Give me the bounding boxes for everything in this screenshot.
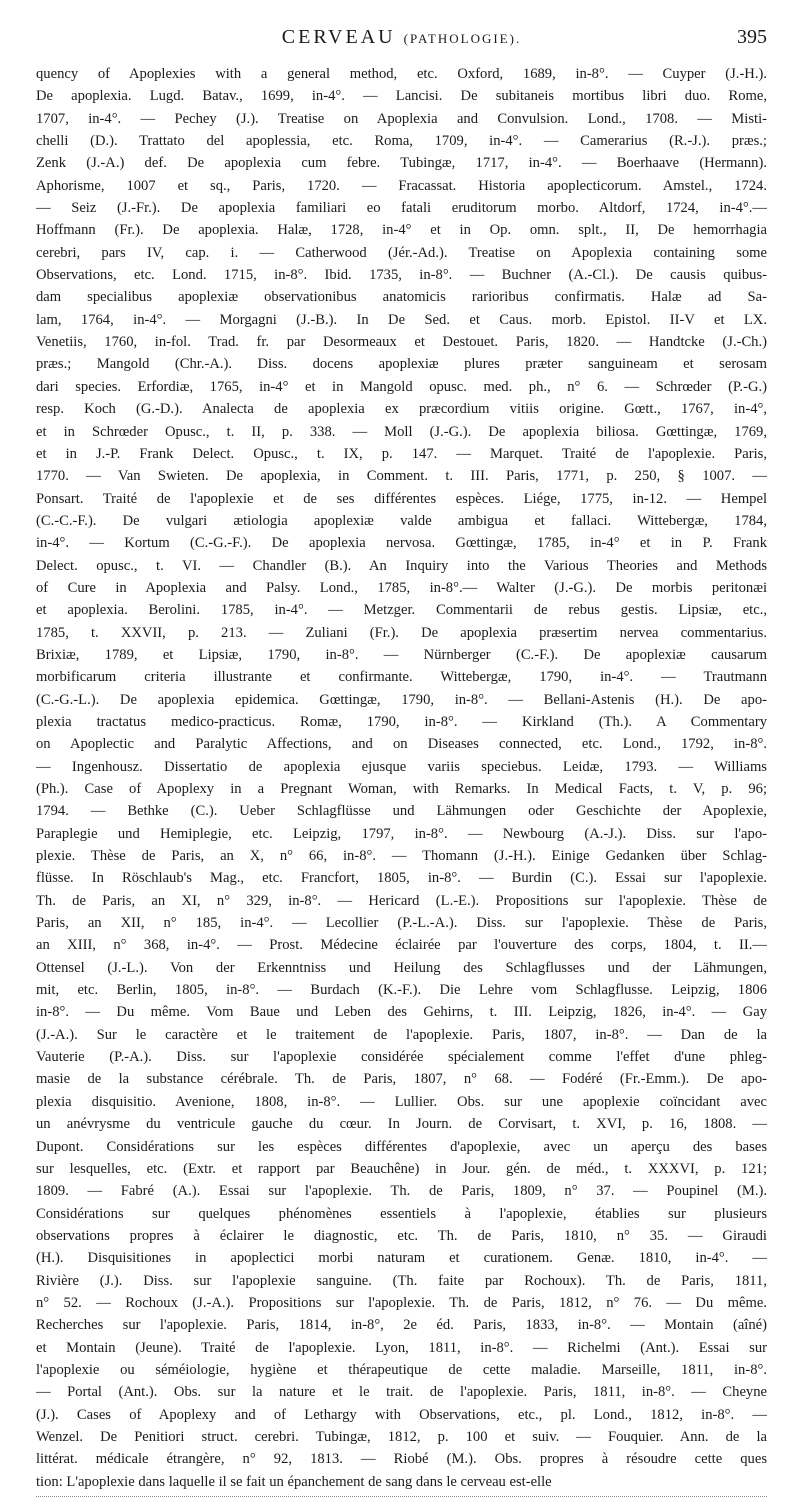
text-line: Recherches sur l'apoplexie. Paris, 1814, in-8°, 2e éd. Paris, 1833, in-8°. — Montain (aîné)	[36, 1317, 767, 1334]
text-line: Rivière (J.). Diss. sur l'apoplexie sanguine. (Th. faite par Rochoux). Th. de Paris, 1811,	[36, 1272, 767, 1289]
text-line: n° 52. — Rochoux (J.-A.). Propositions sur l'apoplexie. Th. de Paris, 1812, n° 76. — Du même.	[36, 1294, 767, 1311]
text-line: 1809. — Fabré (A.). Essai sur l'apoplexie. Th. de Paris, 1809, n° 37. — Poupinel (M.).	[36, 1183, 767, 1200]
text-line: dam specialibus apoplexiæ observationibus anatomicis rarioribus confirmatis. Halæ ad Sa-	[36, 289, 767, 306]
text-line: præs.; Mangold (Chr.-A.). Diss. docens apoplexiæ plures præter sanguineam et serosam	[36, 356, 767, 373]
text-line: l'apoplexie ou séméiologie, hygiène et thérapeutique de cette maladie. Marseille, 1811, in-8°.	[36, 1361, 767, 1378]
text-line: Zenk (J.-A.) def. De apoplexia cum febre. Tubingæ, 1717, in-4°. — Boerhaave (Hermann).	[36, 155, 767, 172]
text-line: Considérations sur quelques phénomènes essentiels à l'apoplexie, établies sur plusieurs	[36, 1205, 767, 1222]
text-line: lam, 1764, in-4°. — Morgagni (J.-B.). In De Sed. et Caus. morb. Epistol. II-V et LX.	[36, 311, 767, 328]
text-line: littérat. médicale étrangère, n° 92, 1813. — Riobé (M.). Obs. propres à résoudre cette ques	[36, 1451, 767, 1468]
text-line: et in Schrœder Opusc., t. II, p. 338. — Moll (J.-G.). De apoplexia biliosa. Gœttingæ, 1769,	[36, 423, 767, 440]
text-line: in-4°. — Kortum (C.-G.-F.). De apoplexia nervosa. Gœttingæ, 1785, in-4° et in P. Frank	[36, 535, 767, 552]
text-line: plexie. Thèse de Paris, an X, n° 66, in-8°. — Thomann (J.-H.). Einige Gedanken über Schlag-	[36, 848, 767, 865]
text-line: observations propres à éclairer le diagnostic, etc. Th. de Paris, 1810, n° 35. — Giraudi	[36, 1227, 767, 1244]
text-line: Ottensel (J.-L.). Von der Erkenntniss und Heilung des Schlagflusses und der Lähmungen,	[36, 959, 767, 976]
text-line: Brixiæ, 1789, et Lipsiæ, 1790, in-8°. — Nürnberger (C.-F.). De apoplexiæ causarum	[36, 646, 767, 663]
text-line: Observations, etc. Lond. 1715, in-8°. Ibid. 1735, in-8°. — Buchner (A.-Cl.). De causis quibus-	[36, 267, 767, 284]
bibliography-text	[36, 63, 767, 1493]
text-line: (C.-G.-L.). De apoplexia epidemica. Gœttingæ, 1790, in-8°. — Bellani-Astenis (H.). De apo-	[36, 691, 767, 708]
text-line: De apoplexia. Lugd. Batav., 1699, in-4°. — Lancisi. De subitaneis mortibus libri duo. Rome,	[36, 88, 767, 105]
text-line: 1785, t. XXVII, p. 213. — Zuliani (Fr.). De apoplexia præsertim nervea commentarius.	[36, 624, 767, 641]
text-line: et in J.-P. Frank Delect. Opusc., t. IX, p. 147. — Marquet. Traité de l'apoplexie. Paris,	[36, 445, 767, 462]
running-title-main: CERVEAU	[281, 26, 396, 48]
text-line: Venetiis, 1760, in-fol. Trad. fr. par Desormeaux et Destouet. Paris, 1820. — Handtcke (J.-Ch.)	[36, 334, 767, 351]
text-line: Dupont. Considérations sur les espèces différentes d'apoplexie, avec un aperçu des bases	[36, 1138, 767, 1155]
text-line: 1770. — Van Swieten. De apoplexia, in Comment. t. III. Paris, 1771, p. 250, § 1007. —	[36, 468, 767, 485]
text-line: Aphorisme, 1007 et sq., Paris, 1720. — Fracassat. Historia apoplecticorum. Amstel., 1724.	[36, 177, 767, 194]
text-line: (C.-C.-F.). De vulgari ætiologia apoplexiæ valde ambigua et fallaci. Wittebergæ, 1784,	[36, 512, 767, 529]
text-line: 1707, in-4°. — Pechey (J.). Treatise on Apoplexia and Convulsion. Lond., 1708. — Misti-	[36, 110, 767, 127]
text-line: (J.-A.). Sur le caractère et le traitement de l'apoplexie. Paris, 1807, in-8°. — Dan de la	[36, 1026, 767, 1043]
text-line: cerebri, pars IV, cap. i. — Catherwood (Jér.-Ad.). Treatise on Apoplexia containing some	[36, 244, 767, 261]
text-line: et apoplexia. Berolini. 1785, in-4°. — Metzger. Commentarii de rebus gestis. Lipsiæ, etc.,	[36, 602, 767, 619]
text-line: — Seiz (J.-Fr.). De apoplexia familiari eo fatali eruditorum morbo. Altdorf, 1724, in-4°.—	[36, 200, 767, 217]
text-line: un anévrysme du ventricule gauche du cœur. In Journ. de Corvisart, t. XVI, p. 16, 1808. —	[36, 1116, 767, 1133]
text-line: — Ingenhousz. Dissertatio de apoplexia ejusque variis speciebus. Leidæ, 1793. — Williams	[36, 758, 767, 775]
running-title	[36, 26, 767, 49]
text-line: 1794. — Bethke (C.). Ueber Schlagflüsse und Lähmungen oder Geschichte der Apoplexie,	[36, 803, 767, 820]
text-line: on Apoplectic and Paralytic Affections, and on Diseases connected, etc. Lond., 1792, in-8°.	[36, 736, 767, 753]
text-line: sur lesquelles, etc. (Extr. et rapport par Beauchêne) in Jour. gén. de méd., t. XXXVI, p. 121;	[36, 1160, 767, 1177]
text-line: Th. de Paris, an XI, n° 329, in-8°. — Hericard (L.-E.). Propositions sur l'apoplexie. Thèse de	[36, 892, 767, 909]
footer-rule	[36, 1496, 767, 1497]
text-line: masie de la substance cérébrale. Th. de Paris, 1807, n° 68. — Fodéré (Fr.-Emm.). De apo-	[36, 1071, 767, 1088]
page	[36, 26, 767, 1493]
text-line: et Montain (Jeune). Traité de l'apoplexie. Lyon, 1811, in-8°. — Richelmi (Ant.). Essai sur	[36, 1339, 767, 1356]
text-line: Hoffmann (Fr.). De apoplexia. Halæ, 1728, in-4° et in Op. omn. splt., II, De hemorrhagia	[36, 222, 767, 239]
text-line: plexia tractatus medico-practicus. Romæ, 1790, in-8°. — Kirkland (Th.). A Commentary	[36, 713, 767, 730]
text-line: plexia disquisitio. Avenione, 1808, in-8°. — Lullier. Obs. sur une apoplexie coïncidant avec	[36, 1093, 767, 1110]
text-line: flüsse. In Röschlaub's Mag., etc. Francfort, 1805, in-8°. — Burdin (C.). Essai sur l'apoplexie.	[36, 870, 767, 887]
text-line: of Cure in Apoplexia and Palsy. Lond., 1785, in-8°.— Walter (J.-G.). De morbis peritonæi	[36, 579, 767, 596]
text-line: resp. Koch (G.-D.). Analecta de apoplexia ex præcordium vitiis origine. Gœtt., 1767, in-4°,	[36, 401, 767, 418]
text-line: dari species. Erfordiæ, 1765, in-4° et in Mangold opusc. med. ph., n° 6. — Schrœder (P.-G.)	[36, 378, 767, 395]
text-line: quency of Apoplexies with a general method, etc. Oxford, 1689, in-8°. — Cuyper (J.-H.).	[36, 66, 767, 82]
text-line: — Portal (Ant.). Obs. sur la nature et le trait. de l'apoplexie. Paris, 1811, in-8°. — Cheyne	[36, 1384, 767, 1401]
running-title-subtitle: (PATHOLOGIE).	[403, 31, 522, 46]
text-line: Delect. opusc., t. VI. — Chandler (B.). An Inquiry into the Various Theories and Methods	[36, 557, 767, 574]
text-line: chelli (D.). Trattato del apoplessia, etc. Roma, 1709, in-4°. — Camerarius (R.-J.). præs.;	[36, 133, 767, 150]
text-line: in-8°. — Du même. Vom Baue und Leben des Gehirns, t. III. Leipzig, 1826, in-4°. — Gay	[36, 1004, 767, 1021]
text-line: mit, etc. Berlin, 1805, in-8°. — Burdach (K.-F.). Die Lehre vom Schlagflusse. Leipzig, 1806	[36, 982, 767, 999]
text-line: Ponsart. Traité de l'apoplexie et de ses différentes espèces. Liége, 1775, in-12. — Hempel	[36, 490, 767, 507]
page-number: 395	[737, 26, 767, 48]
text-line: Wenzel. De Penitiori struct. cerebri. Tubingæ, 1812, p. 100 et suiv. — Fouquier. Ann. de la	[36, 1428, 767, 1445]
text-line: (Ph.). Case of Apoplexy in a Pregnant Woman, with Remarks. In Medical Facts, t. V, p. 96;	[36, 781, 767, 797]
text-line: Paris, an XII, n° 185, in-4°. — Lecollier (P.-L.-A.). Diss. sur l'apoplexie. Thèse de Paris,	[36, 915, 767, 932]
text-line: (H.). Disquisitiones in apoplectici morbi naturam et curationem. Genæ. 1810, in-4°. —	[36, 1250, 767, 1267]
text-line: Paraplegie und Hemiplegie, etc. Leipzig, 1797, in-8°. — Newbourg (A.-J.). Diss. sur l'apo-	[36, 825, 767, 842]
text-line: tion: L'apoplexie dans laquelle il se fait un épanchement de sang dans le cerveau est-elle	[36, 1473, 552, 1490]
running-header	[36, 26, 767, 54]
text-line: Vauterie (P.-A.). Diss. sur l'apoplexie considérée spécialement comme l'effet d'une phleg-	[36, 1049, 767, 1066]
text-line: an XIII, n° 368, in-4°. — Prost. Médecine éclairée par l'ouverture des corps, 1804, t. II.—	[36, 937, 767, 954]
text-line: (J.). Cases of Apoplexy and of Lethargy with Observations, etc., pl. Lond., 1812, in-8°. —	[36, 1406, 767, 1423]
text-line: morbificarum criteria illustrante et confirmante. Wittebergæ, 1790, in-4°. — Trautmann	[36, 669, 767, 686]
